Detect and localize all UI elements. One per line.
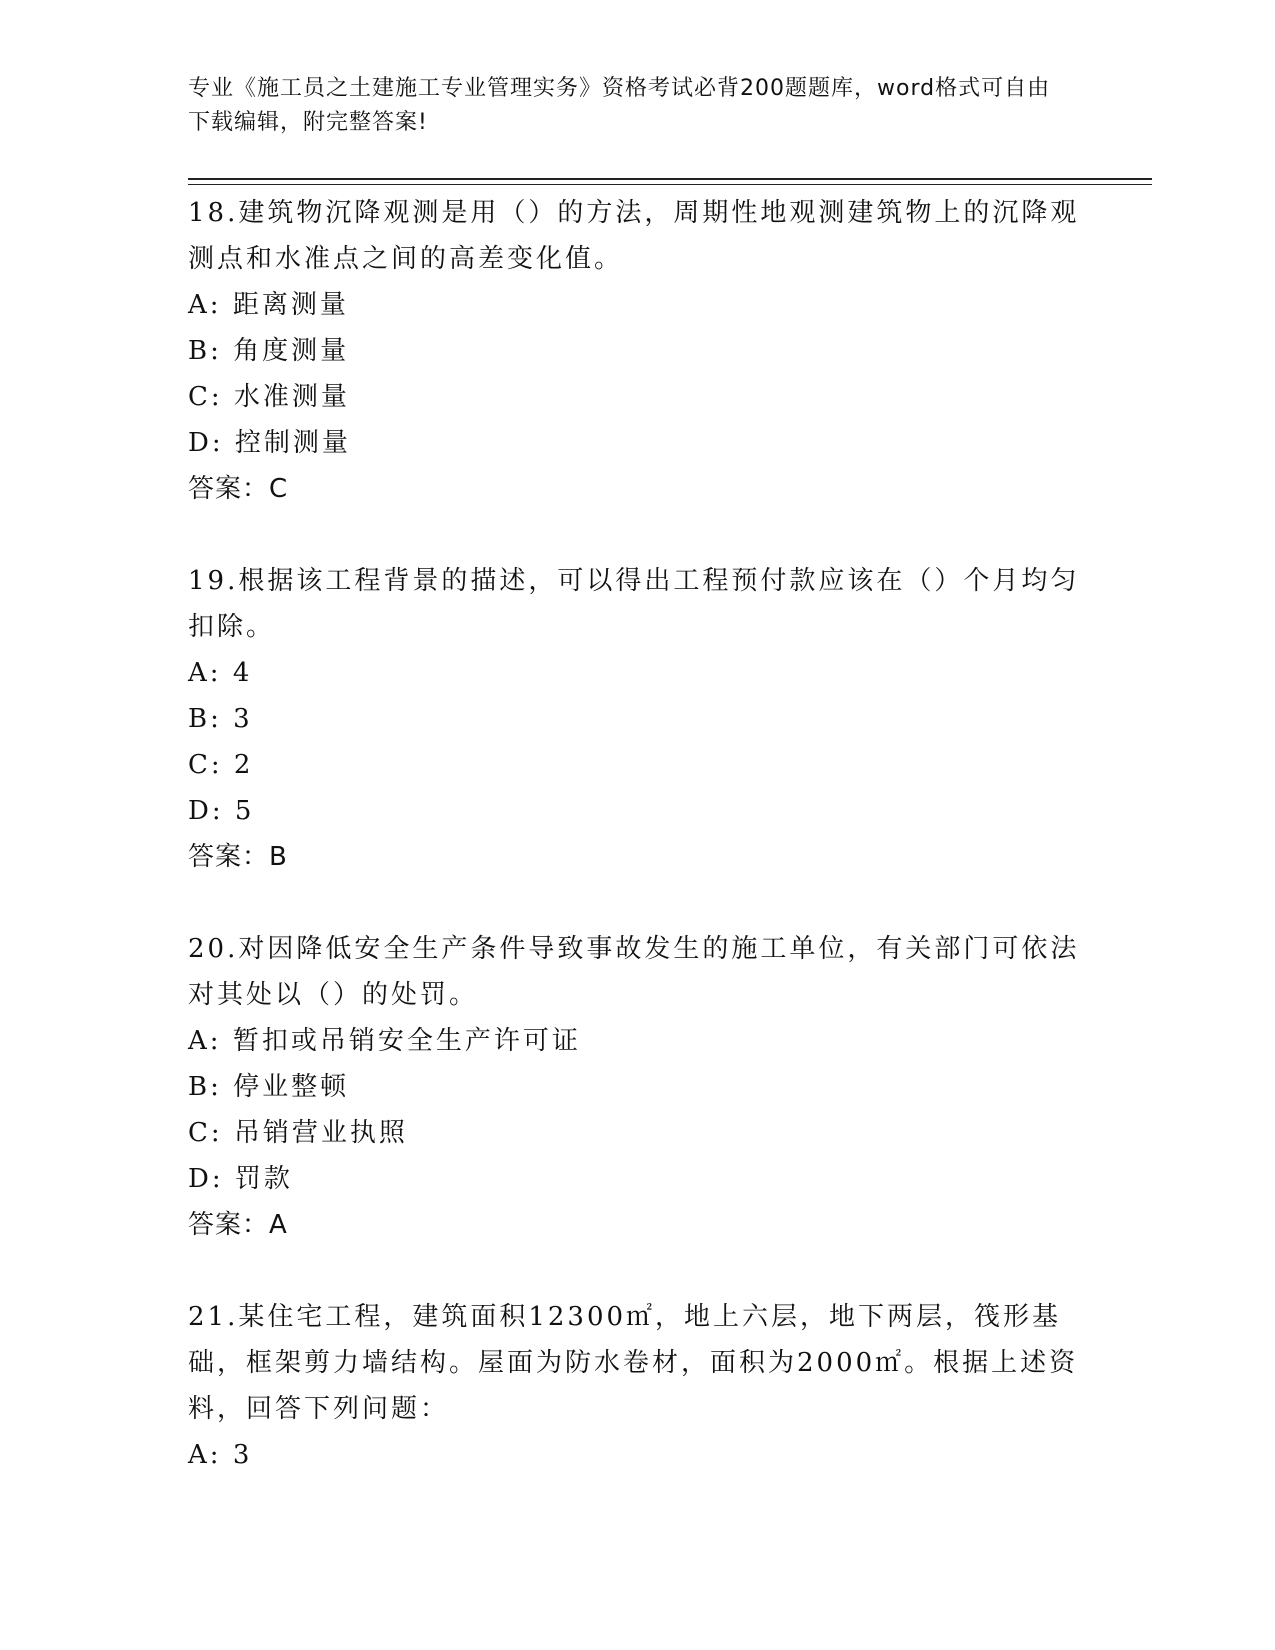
option-letter: C: [188,750,223,780]
option-letter: A: [188,290,222,320]
option-letter: D: [188,796,224,826]
answer-line: 答案：C [188,474,289,504]
question-18 [188,190,1088,512]
option-a [188,650,1088,696]
question-text: 18.建筑物沉降观测是用（）的方法，周期性地观测建筑物上的沉降观测点和水准点之间的高差变化值。 [188,198,1080,274]
header-divider-thin [188,184,1152,185]
option-c [188,742,1088,788]
option-c [188,374,1088,420]
option-letter: A: [188,658,222,688]
option-letter: D: [188,1164,224,1194]
option-d [188,788,1088,834]
answer-line: 答案：B [188,842,288,872]
option-c [188,1110,1088,1156]
option-text: 3 [233,704,253,734]
option-text: 4 [232,658,253,688]
option-text: 2 [233,750,254,780]
option-letter: D: [188,428,224,458]
document-title: 专业《施工员之土建施工专业管理实务》资格考试必背200题题库，word格式可自由下载编辑，附完整答案! [188,76,1051,135]
option-letter: A: [188,1026,222,1056]
question-text: 19.根据该工程背景的描述，可以得出工程预付款应该在（）个月均匀扣除。 [188,566,1080,642]
question-text: 21.某住宅工程，建筑面积12300㎡，地上六层，地下两层，筏形基础，框架剪力墙结构。屋面为防水卷材，面积为2000㎡。根据上述资料，回答下列问题： [188,1302,1079,1424]
question-list [188,190,1088,1524]
question-text: 20.对因降低安全生产条件导致事故发生的施工单位，有关部门可依法对其处以（）的处罚。 [188,934,1080,1010]
option-a [188,1432,1088,1478]
option-letter: B: [188,704,222,734]
header-divider-thick [188,178,1152,180]
option-letter: B: [188,1072,222,1102]
option-letter: C: [188,1118,223,1148]
option-b [188,1064,1088,1110]
document-header [188,72,1068,140]
option-b [188,328,1088,374]
option-a [188,282,1088,328]
option-text: 角度测量 [233,336,350,366]
option-letter: B: [188,336,222,366]
option-d [188,1156,1088,1202]
answer-line: 答案：A [188,1210,288,1240]
option-letter: C: [188,382,223,412]
option-letter: A: [188,1440,222,1470]
option-d [188,420,1088,466]
question-21 [188,1294,1088,1478]
option-text: 水准测量 [233,382,350,412]
option-text: 罚款 [234,1164,293,1194]
question-19 [188,558,1088,880]
option-text: 暂扣或吊销安全生产许可证 [232,1026,581,1056]
option-text: 3 [232,1440,253,1470]
option-text: 停业整顿 [233,1072,350,1102]
option-text: 控制测量 [234,428,351,458]
option-b [188,696,1088,742]
option-text: 5 [234,796,255,826]
option-text: 吊销营业执照 [233,1118,408,1148]
option-a [188,1018,1088,1064]
question-20 [188,926,1088,1248]
option-text: 距离测量 [232,290,349,320]
